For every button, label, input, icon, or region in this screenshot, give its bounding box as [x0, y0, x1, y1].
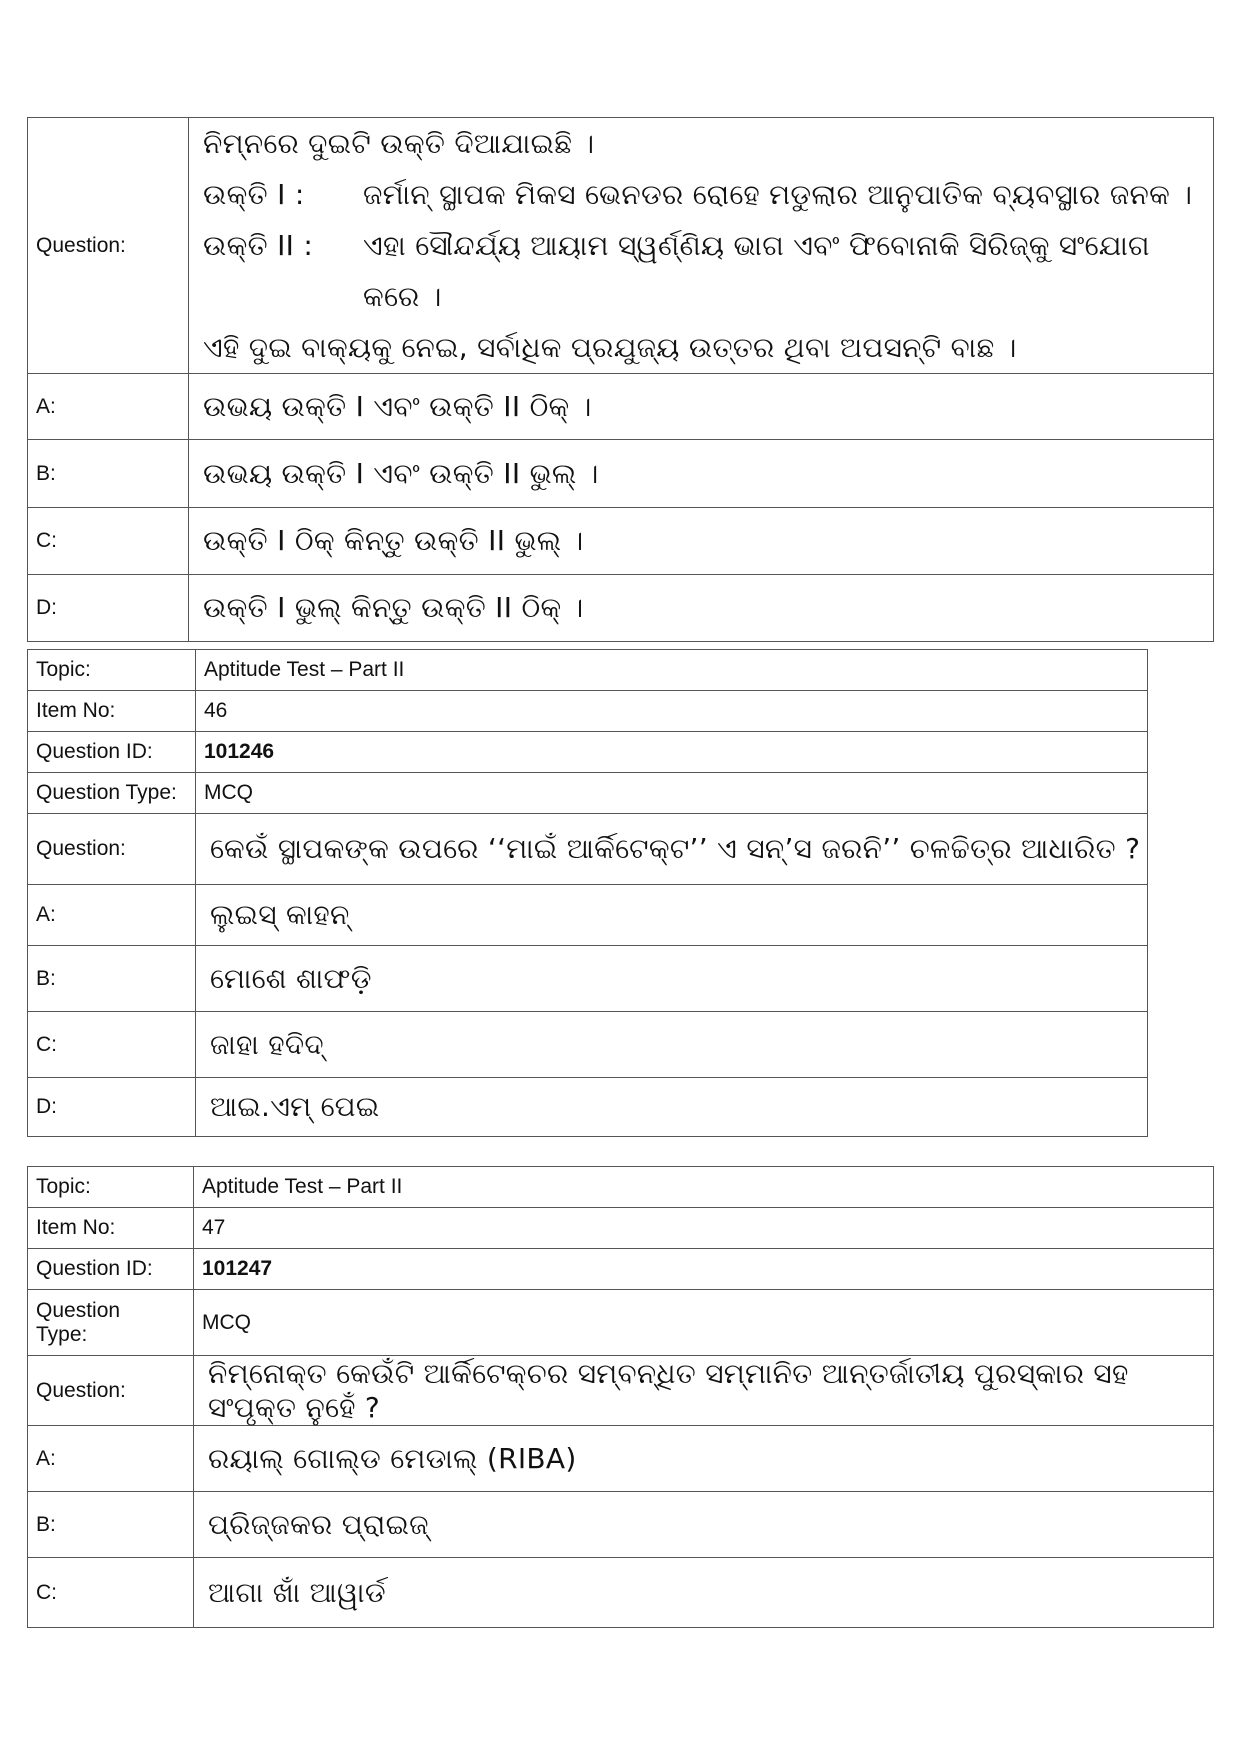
question-type-label	[28, 1290, 194, 1356]
question-table-3	[27, 1166, 1214, 1628]
option-a-label: A:	[28, 885, 196, 946]
question-label: Question:	[28, 1356, 194, 1426]
statement-2-text: ଏହା ସୌନ୍ଦର୍ଯ୍ୟ ଆୟାମ ସ୍ୱର୍ଣ୍ଣିୟ ଭାଗ ଏବଂ ଫିବୋନାକି ସିରିଜ୍‌କୁ ସଂଯୋଗ କରେ ।	[363, 229, 1150, 313]
question-label: Question:	[28, 814, 196, 885]
topic-label: Topic:	[28, 650, 196, 691]
question-text: କେଉଁ ସ୍ଥାପକଙ୍କ ଉପରେ ‘‘ମାଇଁ ଆର୍କିଟେକ୍ଟ’’ ଏ ସନ୍’ସ ଜରନି’’ ଚଳଚ୍ଚିତ୍ର ଆଧାରିତ ?	[196, 814, 1148, 885]
question-table-1	[27, 117, 1214, 642]
option-a-text: ଉଭୟ ଉକ୍ତି I ଏବଂ ଉକ୍ତି II ଠିକ୍ ।	[189, 374, 1214, 440]
item-no-label: Item No:	[28, 691, 196, 732]
option-b-text: ଉଭୟ ଉକ୍ତି I ଏବଂ ଉକ୍ତି II ଭୁଲ୍ ।	[189, 440, 1214, 508]
item-no-label: Item No:	[28, 1208, 194, 1249]
item-no-value: 47	[194, 1208, 1214, 1249]
question-type-value: MCQ	[196, 773, 1148, 814]
question-table-2	[27, 649, 1148, 1137]
option-a-label: A:	[28, 1426, 194, 1492]
statement-1	[203, 169, 1213, 220]
option-d-text: ଉକ୍ତି I ଭୁଲ୍ କିନ୍ତୁ ଉକ୍ତି II ଠିକ୍ ।	[189, 575, 1214, 642]
statement-2-key: ଉକ୍ତି II :	[203, 229, 314, 262]
question-label: Question:	[28, 118, 189, 374]
option-b-label: B:	[28, 946, 196, 1012]
item-no-value: 46	[196, 691, 1148, 732]
option-c-text: ଆଗା ଖାଁ ଆୱାର୍ଡ	[194, 1558, 1214, 1628]
question-type-label: Question Type:	[28, 773, 196, 814]
question-id-value: 101247	[194, 1249, 1214, 1290]
option-a-text: ରୟାଲ୍ ଗୋଲ୍ଡ ମେଡାଲ୍ (RIBA)	[194, 1426, 1214, 1492]
topic-value: Aptitude Test – Part II	[194, 1167, 1214, 1208]
option-b-label: B:	[28, 1492, 194, 1558]
statement-2	[203, 220, 1213, 322]
option-c-text: ଜାହା ହଦିଦ୍	[196, 1012, 1148, 1078]
question-type-value: MCQ	[194, 1290, 1214, 1356]
question-id-value: 101246	[196, 732, 1148, 773]
question-type-label-line-1: Question	[36, 1298, 121, 1322]
option-c-label: C:	[28, 1558, 194, 1628]
statement-1-text: ଜର୍ମାନ୍ ସ୍ଥାପକ ମିକସ ଭେନଡର ରୋହେ ମଡୁଲାର ଆନୁପାତିକ ବ୍ୟବସ୍ଥାର ଜନକ ।	[363, 178, 1193, 211]
option-c-label: C:	[28, 1012, 196, 1078]
option-d-text: ଆଇ.ଏମ୍ ପେଇ	[196, 1078, 1148, 1137]
option-d-label: D:	[28, 1078, 196, 1137]
option-b-text: ପ୍ରିଜ୍ଜକର ପ୍ରାଇଜ୍	[194, 1492, 1214, 1558]
topic-label: Topic:	[28, 1167, 194, 1208]
question-id-label: Question ID:	[28, 732, 196, 773]
option-b-text: ମୋଶେ ଶାଫଡ଼ି	[196, 946, 1148, 1012]
question-type-label-line-2: Type:	[36, 1322, 88, 1346]
option-a-label: A:	[28, 374, 189, 440]
question-text	[189, 118, 1214, 374]
question-text: ନିମ୍ନୋକ୍ତ କେଉଁଟି ଆର୍କିଟେକ୍ଚର ସମ୍ବନ୍ଧିତ ସମ୍ମାନିତ ଆନ୍ତର୍ଜାତୀୟ ପୁରସ୍କାର ସହ ସଂପୃକ୍ତ ନୁହେଁ ?	[194, 1356, 1214, 1426]
question-intro: ନିମ୍ନରେ ଦୁଇଟି ଉକ୍ତି ଦିଆଯାଇଛି ।	[203, 127, 595, 160]
option-b-label: B:	[28, 440, 189, 508]
option-c-text: ଉକ୍ତି I ଠିକ୍ କିନ୍ତୁ ଉକ୍ତି II ଭୁଲ୍ ।	[189, 508, 1214, 575]
option-d-label: D:	[28, 575, 189, 642]
option-a-text: ଲୁଇସ୍ କାହନ୍	[196, 885, 1148, 946]
topic-value: Aptitude Test – Part II	[196, 650, 1148, 691]
question-ask: ଏହି ଦୁଇ ବାକ୍ୟକୁ ନେଇ, ସର୍ବାଧିକ ପ୍ରଯୁଜ୍ୟ ଉତ୍ତର ଥିବା ଅପସନ୍ଟି ବାଛ ।	[203, 331, 1017, 364]
question-id-label: Question ID:	[28, 1249, 194, 1290]
statement-1-key: ଉକ୍ତି I :	[203, 178, 305, 211]
option-c-label: C:	[28, 508, 189, 575]
